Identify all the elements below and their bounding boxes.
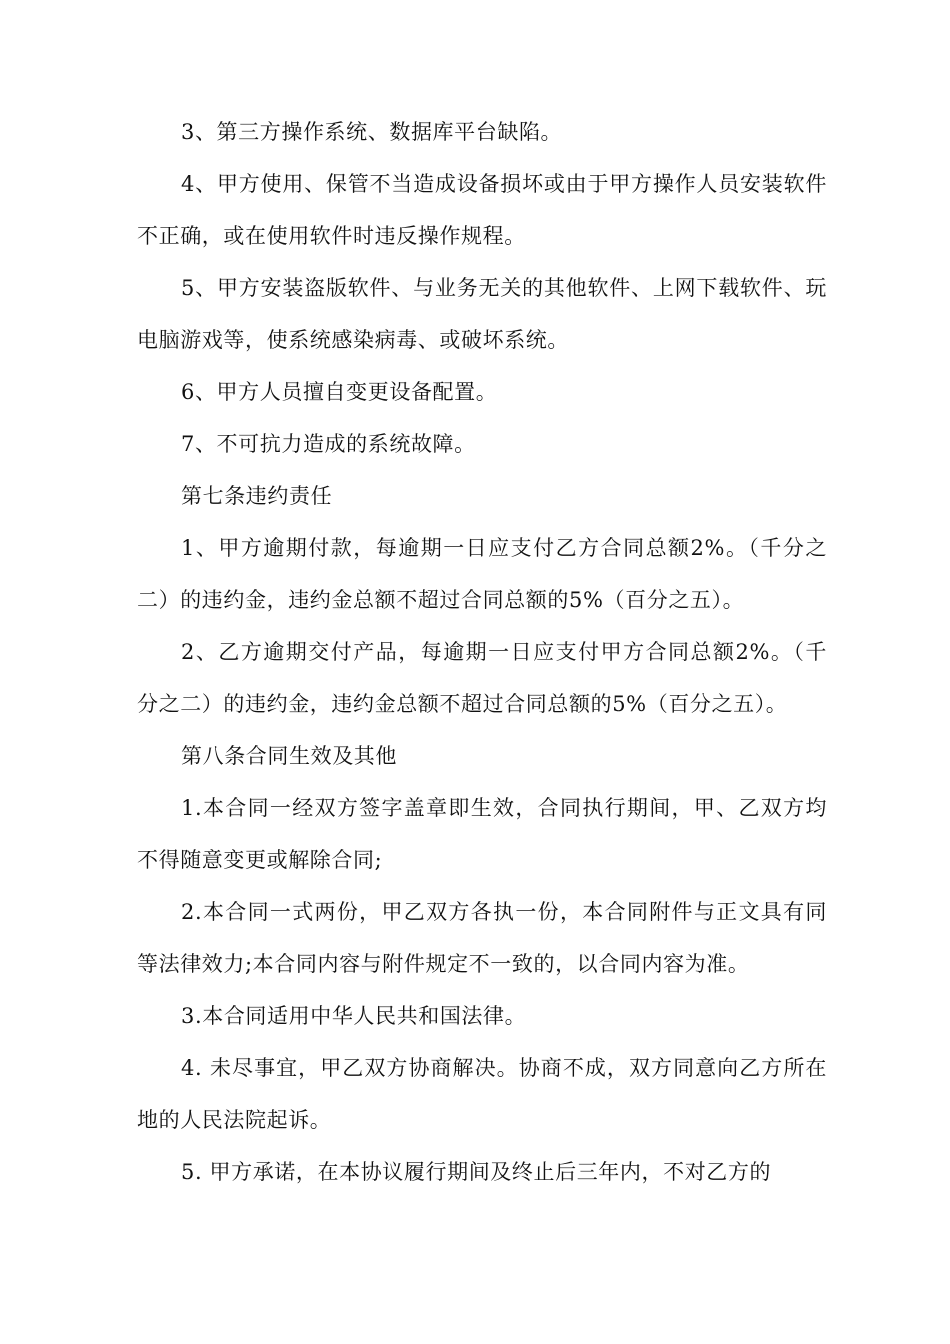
- article-8-item-1: 1.本合同一经双方签字盖章即生效，合同执行期间，甲、乙双方均不得随意变更或解除合同;: [137, 796, 827, 872]
- article-8-item-4: 4. 未尽事宜，甲乙双方协商解决。协商不成，双方同意向乙方所在地的人民法院起诉。: [137, 1056, 827, 1132]
- clause-item-7-force-majeure: 7、不可抗力造成的系统故障。: [181, 432, 476, 456]
- article-7-item-2: 2、乙方逾期交付产品，每逾期一日应支付甲方合同总额2%。（千 分之二）的违约金，违约金总额不超过合同总额的5%（百分之五）。: [137, 640, 827, 716]
- article-8-heading: 第八条合同生效及其他: [181, 744, 397, 768]
- clause-item-5-pirated-software: 5、甲方安装盗版软件、与业务无关的其他软件、上网下载软件、玩电脑游戏等，使系统感染病毒、或破坏系统。: [137, 276, 827, 352]
- article-8-item-3: 3.本合同适用中华人民共和国法律。: [181, 1004, 527, 1028]
- article-8-item-2: 2.本合同一式两份，甲乙双方各执一份，本合同附件与正文具有同等法律效力;本合同内容与附件规定不一致的，以合同内容为准。: [137, 900, 827, 976]
- article-7-heading: 第七条违约责任: [181, 484, 333, 508]
- clause-item-3-third-party-defects: 3、第三方操作系统、数据库平台缺陷。: [181, 120, 563, 144]
- document-body: [137, 106, 827, 1198]
- clause-item-6-config-change: 6、甲方人员擅自变更设备配置。: [181, 380, 498, 404]
- clause-item-4-improper-use: 4、甲方使用、保管不当造成设备损坏或由于甲方操作人员安装软件不正确，或在使用软件时违反操作规程。: [137, 172, 827, 248]
- article-8-item-5: 5. 甲方承诺，在本协议履行期间及终止后三年内，不对乙方的: [181, 1160, 772, 1184]
- article-7-item-1: 1、甲方逾期付款，每逾期一日应支付乙方合同总额2%。（千分之 二）的违约金，违约金总额不超过合同总额的5%（百分之五）。: [137, 536, 827, 612]
